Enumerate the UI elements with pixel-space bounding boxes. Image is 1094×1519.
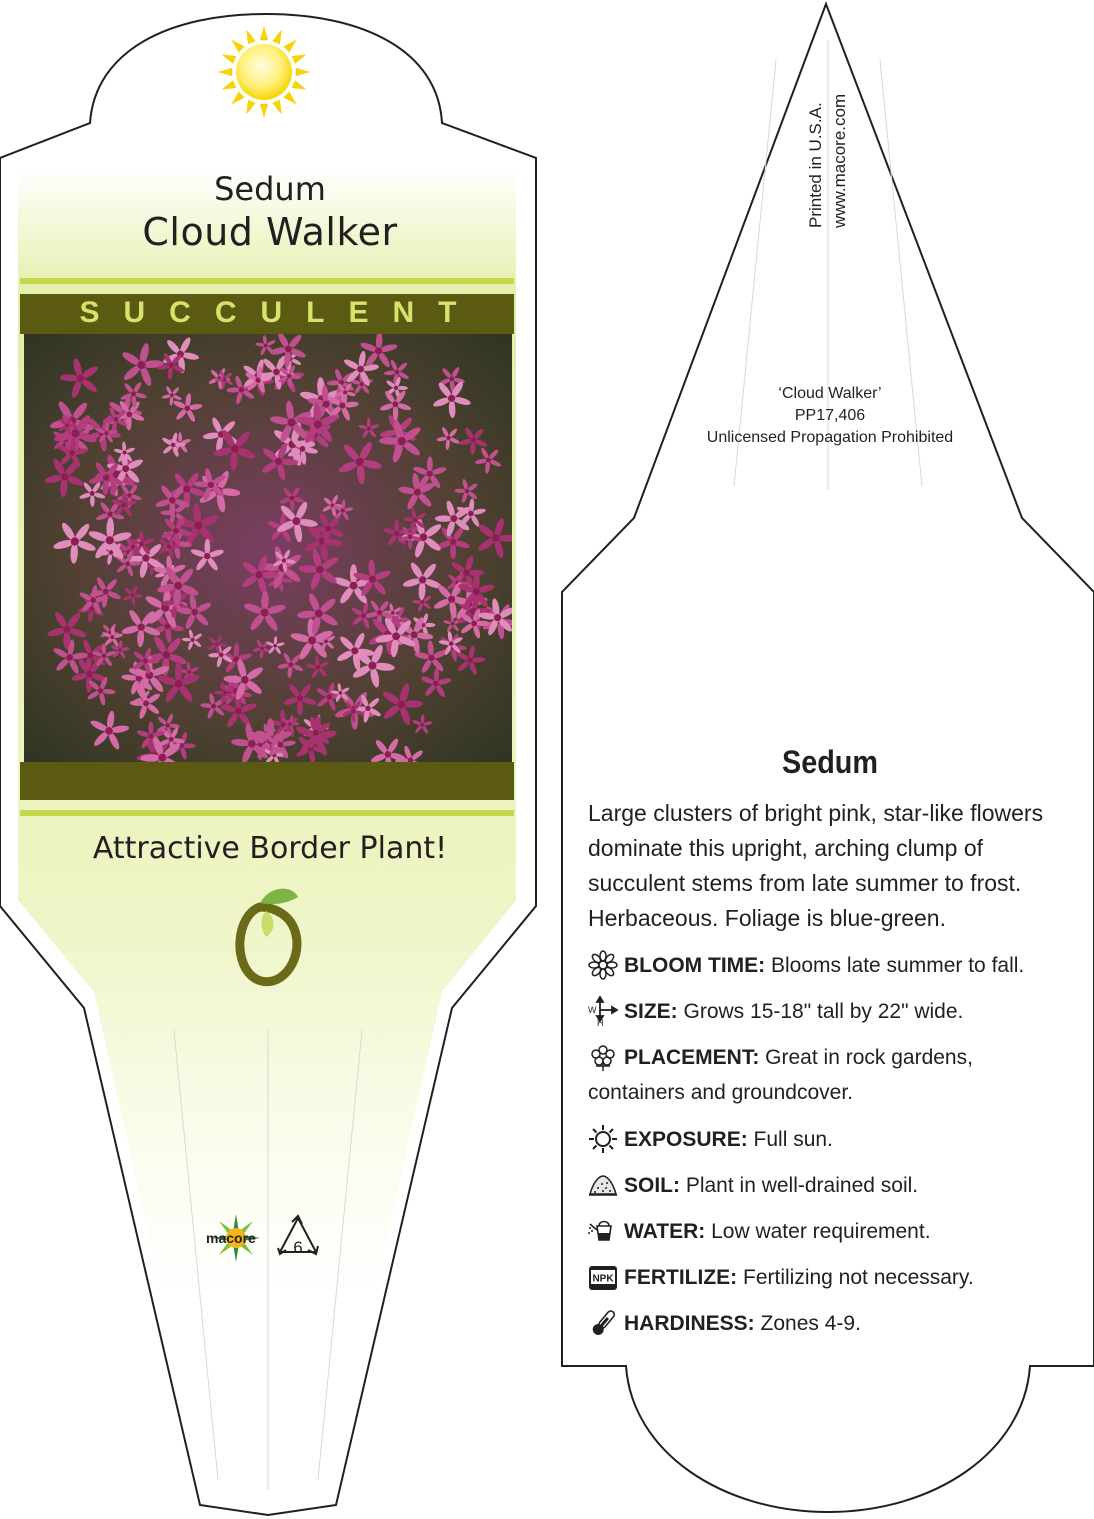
flower-photo [24, 325, 525, 789]
attribute-value: Full sun. [747, 1128, 833, 1151]
svg-text:H: H [597, 1018, 604, 1026]
attribute-label: SIZE: [624, 1000, 678, 1023]
attribute-value: Great in rock gardens, containers and groundcover. [588, 1046, 973, 1104]
exposure-row [588, 1122, 1074, 1157]
brand-name: macore [206, 1230, 256, 1246]
attribute-value: Grows 15-18" tall by 22" wide. [677, 1000, 964, 1023]
sun-icon [218, 26, 310, 118]
plant-description: Large clusters of bright pink, star-like flowers dominate this upright, arching clump of succulent stems from late summer to frost. Herbaceous. Foliage is blue-green. [588, 800, 1044, 931]
attribute-label: WATER: [624, 1220, 706, 1243]
attribute-value: Zones 4-9. [754, 1312, 861, 1335]
soil-row [588, 1168, 1074, 1203]
attribute-label: FERTILIZE: [624, 1266, 738, 1289]
npk-icon [588, 1262, 618, 1292]
attribute-label: EXPOSURE: [624, 1128, 748, 1151]
cultivar-trademark: ‘Cloud Walker’ [778, 385, 882, 402]
watering-can-icon [588, 1216, 618, 1246]
bloom-time-row [588, 948, 1074, 983]
water-row [588, 1214, 1074, 1249]
attribute-value: Plant in well-drained soil. [680, 1174, 919, 1197]
attribute-label: BLOOM TIME: [624, 954, 766, 977]
size-row [588, 994, 1074, 1029]
patent-number: PP17,406 [794, 407, 866, 424]
cultivar-name: Cloud Walker [142, 210, 398, 254]
fertilize-row [588, 1260, 1074, 1295]
recycle-number: 6 [293, 1238, 303, 1257]
propagation-notice: Unlicensed Propagation Prohibited [706, 429, 954, 446]
plants-icon [588, 1042, 618, 1072]
tagline: Attractive Border Plant! [92, 831, 448, 866]
genus-name: Sedum [214, 170, 326, 208]
attribute-value: Low water requirement. [705, 1220, 931, 1243]
back-title: Sedum [781, 744, 879, 780]
size-arrows-icon [588, 996, 618, 1026]
attribute-label: HARDINESS: [624, 1312, 755, 1335]
sun-icon [588, 1124, 618, 1154]
photo-frame-bottom [20, 762, 514, 800]
attribute-label: SOIL: [624, 1174, 680, 1197]
attribute-value: Blooms late summer to fall. [765, 954, 1025, 977]
flower-icon [588, 950, 618, 980]
svg-text:NPK: NPK [592, 1273, 614, 1285]
thermometer-icon [588, 1308, 618, 1338]
soil-icon [588, 1170, 618, 1200]
placement-row [588, 1040, 1074, 1110]
attribute-value: Fertilizing not necessary. [737, 1266, 974, 1289]
printed-in-label: Printed in U.S.A. [806, 102, 825, 228]
svg-text:W: W [588, 1005, 597, 1015]
attribute-label: PLACEMENT: [624, 1046, 760, 1069]
website-label: www.macore.com [830, 93, 849, 228]
category-label: SUCCULENT [79, 296, 481, 329]
hardiness-row [588, 1306, 1074, 1341]
